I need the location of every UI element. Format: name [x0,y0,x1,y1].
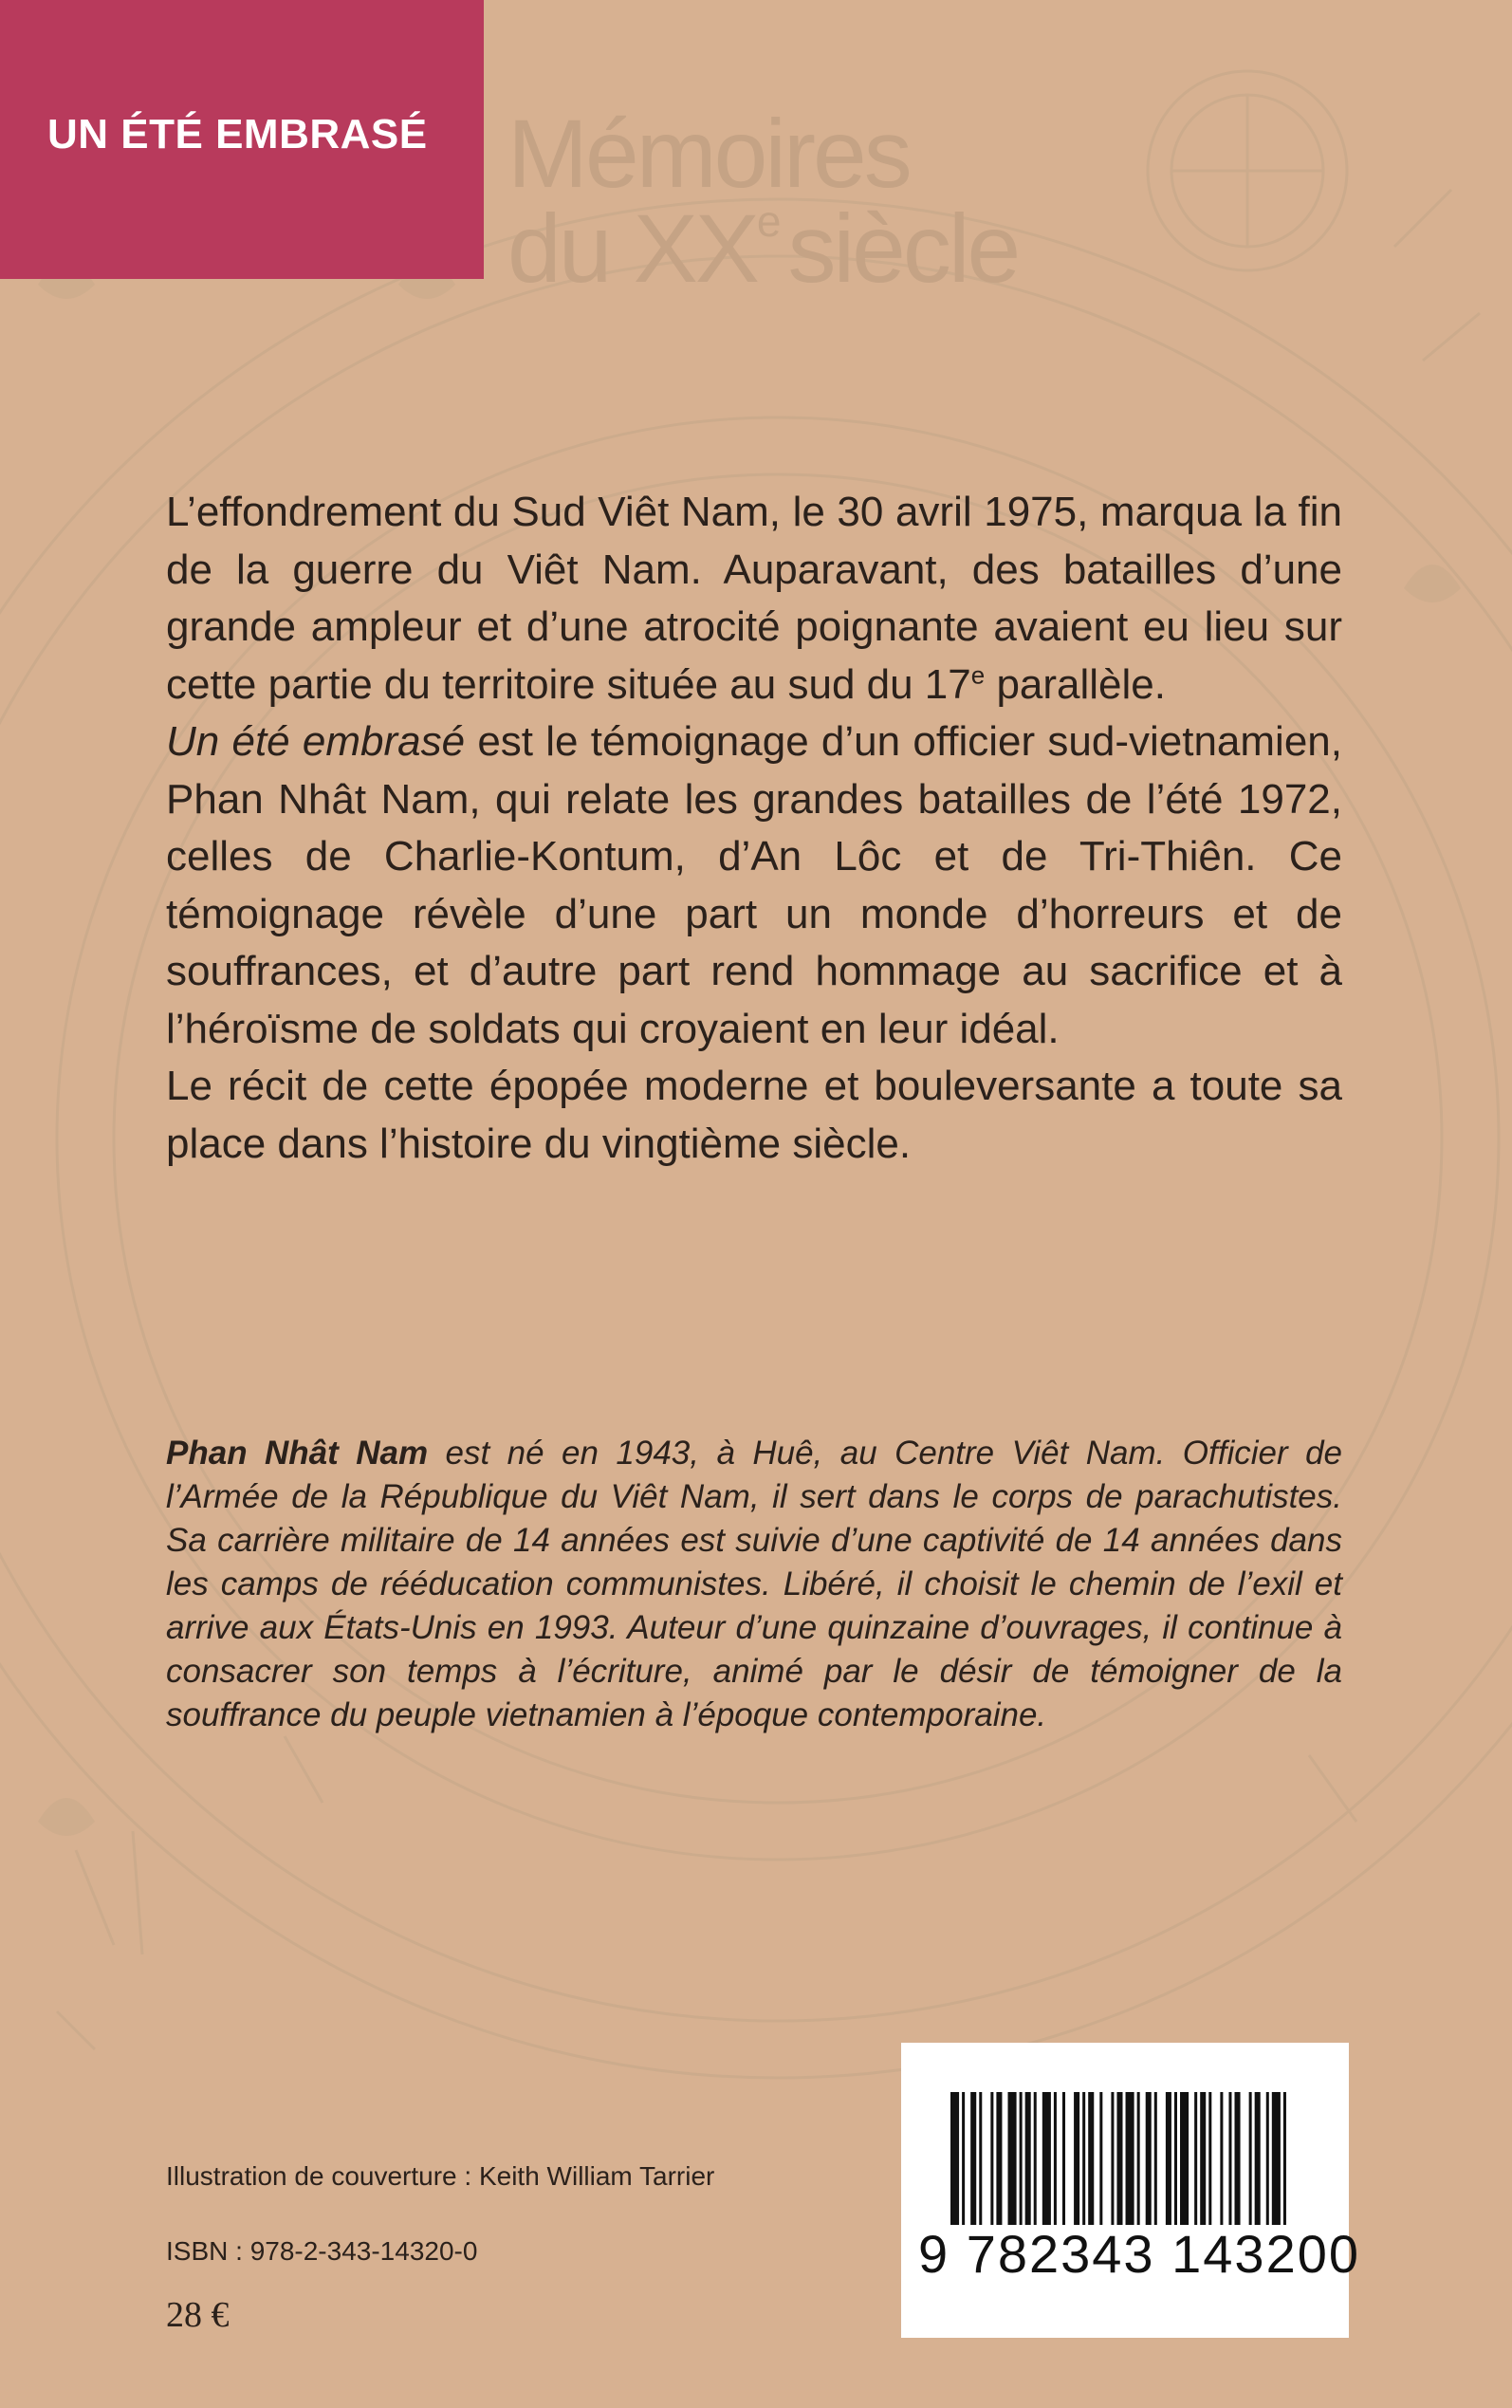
barcode-bar [1174,2092,1177,2225]
author-bio [166,1432,1342,1737]
barcode-bar [1283,2092,1286,2225]
barcode-bar [1166,2092,1171,2225]
barcode-bar [1235,2092,1241,2225]
series-line-2 [507,194,1019,314]
barcode-bar [1249,2092,1252,2225]
barcode-bar [1062,2092,1065,2225]
series-superscript: e [756,196,779,246]
barcode-bar [1255,2092,1261,2225]
barcode-bar [1228,2092,1231,2225]
barcode-digits: 9 782343 143200 [918,2224,1360,2284]
barcode-icon [950,2092,1292,2234]
barcode-bar [1020,2092,1023,2225]
price: 28 € [166,2295,230,2335]
synopsis-paragraph-3: Le récit de cette épopée moderne et bouleversante a toute sa place dans l’histoire du vingtième siècle. [166,1063,1342,1167]
author-bio-text: est né en 1943, à Huê, au Centre Viêt Nam. Officier de l’Armée de la République du Viêt Nam, il sert dans le corps de parachutistes. Sa carrière militaire de 14 années est suivie d’une captivité de 14 années dans les camps de rééducation communistes. Libéré, il choisit le chemin de l’exil et arrive aux États-Unis en 1993. Auteur d’une quinzaine d’ouvrages, il continue à consacrer son temps à l’écriture, animé par le désir de témoigner de la souffrance du peuple vietnamien à l’époque contemporaine. [166,1435,1342,1733]
barcode-bar [1208,2092,1211,2225]
book-title: UN ÉTÉ EMBRASÉ [47,111,428,157]
series-title [507,100,1019,314]
synopsis-book-title-italic: Un été embrasé [166,718,466,765]
series-line-1: Mémoires [507,100,910,208]
synopsis-p1-end: parallèle. [985,660,1166,708]
barcode-bar [1180,2092,1189,2225]
barcode-bar [962,2092,965,2225]
barcode-bar [1154,2092,1157,2225]
synopsis-paragraph-2 [166,713,1342,1058]
barcode-bar [1111,2092,1114,2225]
barcode-bar [1146,2092,1152,2225]
author-bio-paragraph [166,1432,1342,1737]
isbn: ISBN : 978-2-343-14320-0 [166,2236,478,2266]
series-line-2-main: du XX [507,194,757,303]
barcode-bar [1220,2092,1223,2225]
barcode-bar [1034,2092,1037,2225]
barcode-bar [1137,2092,1140,2225]
barcode-box [901,2043,1360,2338]
barcode-bar [1099,2092,1102,2225]
synopsis-p2-text: est le témoignage d’un officier sud-vietnamien, Phan Nhât Nam, qui relate les grandes batailles de l’été 1972, celles de Charlie-Kontum, d’An Lôc et de Tri-Thiên. Ce témoignage révèle d’une part un monde d’horreurs et de souffrances, et d’autre part rend hommage au sacrifice et à l’héroïsme de soldats qui croyaient en leur idéal. [166,718,1342,1052]
barcode-bar [1116,2092,1122,2225]
title-band [0,0,484,279]
barcode-bar [1025,2092,1031,2225]
synopsis-p1-superscript: e [970,659,986,689]
barcode-bar [1194,2092,1197,2225]
barcode-bar [1088,2092,1094,2225]
barcode-bar [1008,2092,1017,2225]
barcode-bar [950,2092,959,2225]
barcode-bar [970,2092,976,2225]
barcode-bar [1074,2092,1079,2225]
author-name: Phan Nhât Nam [166,1435,429,1472]
barcode-bar [996,2092,1002,2225]
barcode-bar [1082,2092,1085,2225]
barcode-bar [1126,2092,1134,2225]
barcode-bar [1054,2092,1057,2225]
barcode-bar [990,2092,993,2225]
barcode-bar [1272,2092,1281,2225]
synopsis-paragraph-1 [166,484,1342,713]
barcode-bar [979,2092,982,2225]
synopsis [166,484,1342,1173]
barcode-bar [1266,2092,1269,2225]
synopsis-p1-text: L’effondrement du Sud Viêt Nam, le 30 avril 1975, marqua la fin de la guerre du Viêt Nam. Auparavant, des batailles d’une grande ampleur et d’une atrocité poignante avaient eu lieu sur cette partie du territoire située au sud du 17 [166,489,1342,708]
barcode-bar [1042,2092,1051,2225]
series-line-2-end: siècle [787,194,1019,303]
illustration-credit: Illustration de couverture : Keith William Tarrier [166,2161,715,2191]
barcode-bar [1200,2092,1206,2225]
